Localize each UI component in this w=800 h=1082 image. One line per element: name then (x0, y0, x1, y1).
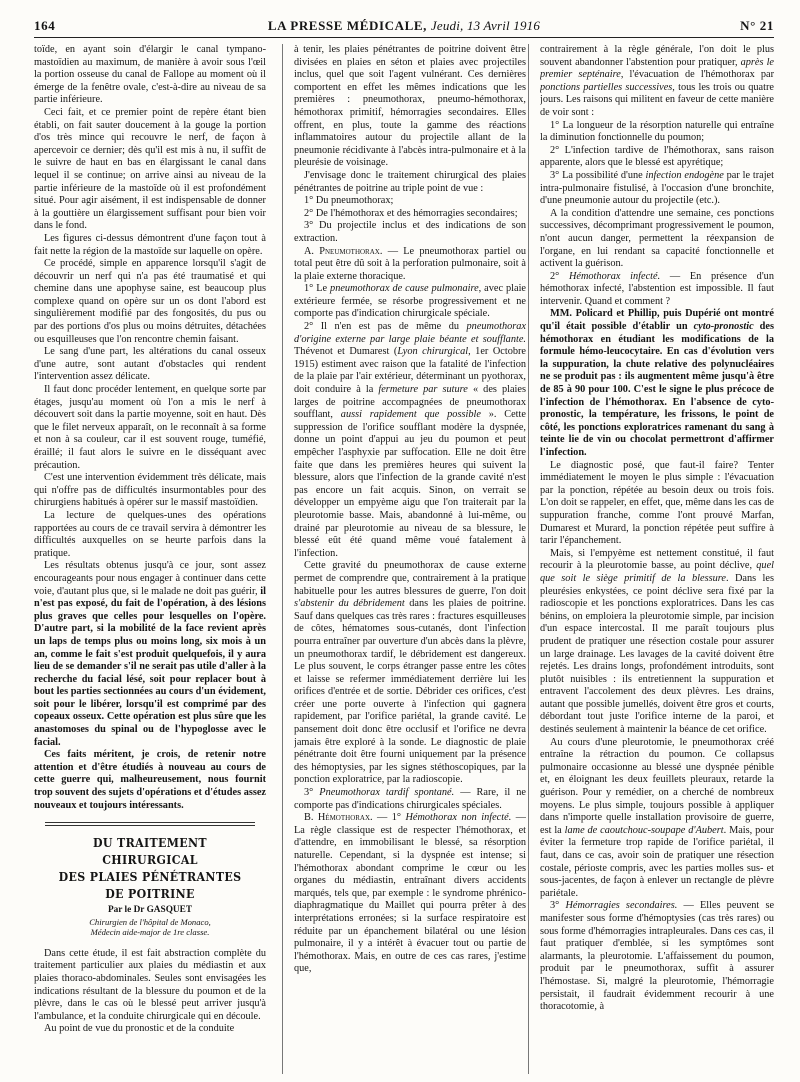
paragraph: Ce procédé, simple en apparence lorsqu'il s'agit de découvrir un nerf qui n'a pas été traumatisé et qui chemine dans une apophyse saine, est beaucoup plus complexe quand on opère sur un os dont l'abord est singulièrement modifié par des fongosités, du pus ou par des portions d'os plus ou moins détruites, détachées ou esquilleuses que l'on rencontre chemin faisant. (34, 258, 266, 345)
paragraph (540, 900, 774, 1013)
paragraph (540, 548, 774, 737)
text-run: 2° Il n'en est pas de même du (304, 321, 467, 333)
column-divider (282, 44, 283, 1074)
text-run: — Le pneumothorax partiel ou total peut être dû soit à la perforation pulmonaire, soit à la plaie externe thoracique. (294, 245, 526, 282)
paragraph: Au point de vue du pronostic et de la conduite (44, 1023, 235, 1035)
paragraph (540, 44, 774, 120)
italic-text: Hémothorax infecté. (568, 270, 661, 282)
page-number: 164 (34, 18, 56, 33)
section-paragraph (294, 246, 526, 284)
italic-text: infection endogène (645, 169, 724, 181)
list-item: 2° De l'hémothorax et des hémorragies secondaires; (304, 207, 518, 219)
issue-number: N° 21 (740, 18, 774, 33)
list-item: 3° Du projectile inclus et des indications de son extraction. (294, 220, 526, 244)
page-header (34, 18, 774, 36)
text-run: , tous les trois ou quatre jours. Les raisons qui militent en faveur de cette manière de voir sont : (540, 81, 774, 118)
italic-text: Pneumothorax tardif spontané. (319, 787, 455, 799)
paragraph: Le sang d'une part, les altérations du canal osseux d'une autre, sont autant d'obstacles qui rendent l'intervention assez délicate. (34, 346, 266, 383)
text-run: Au cours d'une pleurotomie, le pneumothorax créé entraîne la rétraction du poumon. Ce collapsus pulmonaire occasionne au blessé une dyspnée pénible et, en éloignant les deux feuillets pleuraux, retarde la guérison. Pour y remédier, on a cherché de nombreux moyens. Le plus simple, toujours possible à appliquer dans n'importe quelle installation provisoire de guerre, est la (540, 736, 774, 836)
italic-text: lame de caoutchouc-soupape d'Aubert (564, 824, 724, 836)
text-run: — En présence d'un hémothorax infecté, l'abstention est impossible. Il faut intervenir. Quand et comment ? (540, 270, 774, 307)
list-item (540, 170, 774, 208)
text-run: — 1° (372, 812, 406, 824)
column-1 (34, 44, 266, 1074)
section-paragraph (294, 812, 526, 976)
paragraph: Dans cette étude, il est fait abstraction complète du traitement particulier aux plaies du médiastin et aux plaies thoraco-abdominales. Seules sont envisagées les indications résultant de la blessure du poumon et de la plèvre, dans le cas où le blessé peut arriver jusqu'à l'ambulance, et la conduite chirurgicale qui en découle. (34, 947, 266, 1022)
text-run: dans les plaies de poitrine. Sauf dans quelques cas très rares : fractures esquilleuses de côtes, hématomes sous-cutanés, dont l'infection pourra entraîner par ouverture d'un abcès dans la plèvre, un pneumothorax tardif, le débridement est dangereux. Le plus souvent, le corps étranger passe entre les côtes et laisse se refermer immédiatement derrière lui les orifices d'entrée et de sortie. Débrider ces orifices, c'est créer une porte ouverte à l'infection qui gagnera rapidement, par l'orifice pariétal, la grande cavité. Le pansement doit donc être occlusif et l'orifice ne devra jamais être exploré à la sonde. Le diagnostic de plaie pénétrante doit être fourni uniquement par la présence des hémoptysies, par les signes stéthoscopiques, par la ponction exploratrice, par la radioscopie. (294, 598, 526, 786)
text-run: , l'évacuation de l'hémothorax par (620, 69, 774, 81)
spacer (34, 938, 266, 948)
italic-text: cyto-pronostic (693, 321, 754, 333)
italic-text: Lyon chirurgical (397, 346, 469, 358)
issue-date: Jeudi, 13 Avril 1916 (430, 18, 541, 33)
paragraph (294, 321, 526, 560)
paragraph (540, 737, 774, 901)
italic-text: s'abstenir du débridement (294, 598, 405, 610)
article-title-line-1: DU TRAITEMENT CHIRURGICAL (93, 835, 207, 868)
text-run: ». Cette suppression de l'orifice soufflant modère la dyspnée, donne un point d'appui au jeu du poumon et peut empêcher l'asphyxie par suffocation. Elle ne doit être faite que dans les premières heures qui suivent la blessure, alors que l'infection de la grande cavité n'est pas encore un fait acquis. Sinon, on verrait se développer un empyème aigu que l'on traiterait par la pleurotomie basse. Mais, abandonné à lui-même, ou drainé par pleurotomie au niveau de sa blessure, le blessé eût été quand même voué fatalement à l'infection. (294, 409, 526, 559)
paragraph: A la condition d'attendre une semaine, ces ponctions successives, décomprimant progressivement le poumon, n'ont aucun danger, permettent la réexpansion de l'organe, en lui rendant sa capacité fonctionnelle et activent la guérison. (540, 207, 774, 270)
text-run: Cette gravité du pneumothorax de cause externe permet de comprendre que, contrairement à la pratique habituelle pour les autres blessures de guerre, l'on doit (294, 560, 526, 597)
paragraph (34, 560, 266, 749)
text-run: 3° (304, 787, 320, 799)
italic-text: quel que soit le siège primitif de la blessure (540, 560, 774, 584)
article-affiliation: Chirurgien de l'hôpital de Monaco, (89, 916, 211, 927)
text-run: — La règle classique est de respecter l'hémothorax, et d'attendre, en immobilisant le blessé, sa résorption naturelle. Cependant, si la dyspnée est intense; si l'hémothorax abondant comprime le cœur ou les organes du médiastin, entraînant divers accidents marqués, tels que, par exemple : le syndrome phrénico-diaphragmatique du Maillet qui pourra prêter à des interprétations erronées; si la surface respiratoire est réduite par un épanchement bilatéral ou une lésion pulmonaire, il y a intérêt à évacuer tout ou partie de l'hémothorax. Mais, en outre de ces cas rares, j'estime que, (294, 812, 526, 975)
journal-name: LA PRESSE MÉDICALE, (267, 18, 428, 33)
article-author: Par le Dr GASQUET (107, 905, 193, 916)
paragraph: La lecture de quelques-unes des opérations rapportées au cours de ce travail servira à démontrer les difficultés auxquelles on se heurte parfois dans la pratique. (34, 509, 266, 559)
text-run: , 1er Octobre 1915) estiment avec raison que la fatalité de l'infection de la plaie par l'air extérieur, déterminant un pyothorax, doit conduire à la (294, 346, 526, 396)
italic-text: aussi rapidement que possible (340, 409, 481, 421)
italic-text: après le premier septénaire (540, 56, 774, 81)
text-run: — Elles peuvent se manifester sous forme d'hémoptysies (cas très rares) ou sous forme d'hémorragies intrapleurales. Dans ces cas, il faut pratiquer d'emblée, si les symptômes sont alarmants, la pleurotomie. L'affaissement du poumon, produit par le pneumothorax, suffit à assurer l'hémostase. Si, malgré la pleurotomie, l'hémorragie persistait, il faudrait évidemment recourir à une thoracotomie, à (540, 900, 774, 1013)
text-run: contrairement à la règle générale, l'on doit le plus souvent abandonner l'abstention pour pratiquer, (540, 44, 774, 68)
text-run: 1° Le (304, 283, 331, 295)
column-3 (540, 44, 774, 1074)
paragraph: Il faut donc procéder lentement, en quelque sorte par étages, jusqu'au moment où l'on a mis le nerf à découvert soit dans la partie moyenne, soit en haut. Dès que le filet nerveux apparaît, on le reconnaît à sa forme et non à sa couleur, car il est souvent rouge, tuméfié, éraillé; il faut alors le suivre en le disséquant avec précaution. (34, 384, 266, 471)
italic-text: pneumothorax d'origine externe par large plaie béante et soufflante. (294, 321, 526, 345)
italic-text: Hémorragies secondaires. (565, 900, 678, 912)
paragraph-bold (540, 308, 774, 459)
header-rule (34, 37, 774, 38)
text-run: des hémothorax en étudiant les modifications de la formule hémo-leucocytaire. En cas d'évolution vers la suppuration, la chute relative des polynucléaires ne se produit pas : ils augmentent même jusqu'à être de 85 à 90 pour 100. C'est le signe le plus précoce de l'infection de l'hémothorax. En l'absence de cyto-pronostic, la température, les frissons, le point de côté, les ponctions exploratrices ramenant du sang à teinte lie de vin ou chocolat permettront d'affirmer l'infection. (540, 321, 774, 458)
text-run: par le trajet intra-pulmonaire fistulisé, à l'occasion d'une bronchite, d'une pneumonie autour du projectile (etc.). (540, 169, 774, 207)
paragraph: Le diagnostic posé, que faut-il faire? Tenter immédiatement le moyen le plus simple : l'évacuation par la ponction, répétée au besoin deux ou trois fois. L'on doit se rappeler, en effet, que, même dans les cas de suppuration franche, comme l'ont prouvé Marfan, Dumarest et Murard, la ponction répétée peut suffire à tarir l'épanchement. (540, 459, 774, 547)
text-run: « des plaies larges de poitrine accompagnées de pneumothorax soufflant, (294, 384, 526, 421)
section-heading: A. Pneumothorax. (304, 245, 383, 257)
text-run: Les résultats obtenus jusqu'à ce jour, sont assez encourageants pour nous engager à continuer dans cette voie, d'autant plus que, si le malade ne doit pas guérir, (34, 560, 266, 597)
list-item: 1° Du pneumothorax; (304, 195, 394, 207)
text-run: Mais, si l'empyème est nettement constitué, il faut recourir à la pleurotomie basse, au point déclive, (540, 547, 774, 572)
section-heading: B. Hémothorax. (304, 812, 373, 824)
column-2 (294, 44, 526, 1074)
paragraph: J'envisage donc le traitement chirurgical des plaies pénétrantes de poitrine au triple point de vue : (294, 169, 526, 194)
paragraph: Ceci fait, et ce premier point de repère étant bien établi, on fait sauter doucement à la gouge la portion d'os très mince qui recouvre le nerf, de façon à apercevoir ce dernier; dès qu'il est mis à nu, il suffit de le suivre de haut en bas en élargissant le canal dans lequel il se continue; on arrive ainsi au niveau de la partie inférieure de la mastoïde où il est profondément situé. Pour agir aisément, il est indispensable de donner à la gouttière un élargissement suffisant pour bien voir dans le fond. (34, 106, 266, 232)
paragraph: C'est une intervention évidemment très délicate, mais qui n'offre pas de difficultés insurmontables pour des chirurgiens habitués à opérer sur le massif mastoïdien. (34, 472, 266, 509)
bold-text: il n'est pas exposé, du fait de l'opération, à des lésions plus graves que celles pour lesquelles on l'opère. D'autre part, si la mobilité de la face revient après un laps de temps plus ou moins long, six mois à un an, comme le fait s'est produit quelquefois, il y aura lieu de se demander s'il ne serait pas utile d'aller à la recherche du facial lésé, soit pour replacer bout à bout les parties sectionnées au cours d'un évidement, soit pour le libérer, lorsqu'il est comprimé par des copeaux osseux. Cette opération est plus sûre que les anastomoses du spinal ou de l'hypoglosse avec le facial. (34, 585, 266, 748)
text-run: MM. Policard et Phillip, puis Dupérié ont montré qu'il était possible d'établir un (540, 308, 774, 333)
paragraph (294, 560, 526, 787)
paragraph: à tenir, les plaies pénétrantes de poitrine doivent être divisées en plaies en séton et plaies avec projectiles inclus, quel que soit l'agent vulnérant. Ces dernières comportent en effet les mêmes indications que les premières : pneumothorax, pneumo-hémothorax, hémothorax primitif, hémorragies secondaires. Elles offrent, en plus, toute la gamme des réactions inflammatoires autour du projectile allant de la pneumonie récidivante à l'abcès intra-pulmonaire et à la pleurésie de voisinage. (294, 44, 526, 169)
paragraph: toïde, en ayant soin d'élargir le canal tympano-mastoïdien au maximum, de manière à avoir sous l'œil la portion osseuse du canal de Fallope au moment où il émerge de la fenêtre ovale, c'est-à-dire au niveau de sa partie inférieure. (34, 44, 266, 106)
list-item: 1° La longueur de la résorption naturelle qui entraîne la diminution fonctionnelle du poumon; (540, 119, 774, 144)
article-affiliation: Médecin aide-major de 1re classe. (90, 927, 210, 938)
text-run: . Dans les pleurésies enkystées, ce point déclive sera fixé par la radioscopie et les ponctions exploratrices. Dans les cas bénins, on emploiera la pleurotomie simple, par incision d'un espace intercostal. Il me paraît toujours plus prudent de pratiquer une résection costale pour assurer un large drainage. Les lavages de la cavité doivent être rejetés. Les drains longs, profondément introduits, sont plutôt nuisibles : ils entretiennent la suppuration et entravent l'accolement des deux plèvres. Les drains, autant que possible jumellés, doivent être gros et courts, débordant tout juste l'orifice interne de la paroi, et destinés seulement à maintenir la béance de cet orifice. (540, 572, 774, 736)
text-run: 3° (550, 900, 566, 912)
list-item: 2° L'infection tardive de l'hémothorax, sans raison apparente, alors que le blessé est apyrétique; (540, 144, 774, 169)
article-separator (45, 822, 255, 826)
text-run: . Mais, pour éviter la fermeture trop rapide de l'orifice pariétal, il faut, dans ce cas, avoir soin de pratiquer une résection costale, périoste compris, avec les parties molles sus- et sous-jacentes, de façon à enlever un rectangle de plèvre pariétale. (540, 824, 774, 899)
italic-text: pneumothorax de cause pulmonaire (330, 283, 479, 295)
column-divider (528, 44, 529, 1074)
journal-title (34, 18, 774, 34)
paragraph (540, 271, 774, 309)
italic-text: fermeture par suture (378, 384, 468, 396)
italic-text: Hémothorax non infecté. (405, 812, 512, 824)
text-run: 3° La possibilité d'une (550, 169, 646, 181)
paragraph: Les figures ci-dessus démontrent d'une façon tout à fait nette la région de la mastoïde sur laquelle on opère. (34, 232, 266, 257)
text-run: 2° (550, 270, 569, 282)
article-title-line-2: DES PLAIES PÉNÉTRANTES DE POITRINE (58, 869, 242, 902)
italic-text: ponctions partielles successives (540, 81, 673, 93)
paragraph (294, 787, 526, 812)
text-run: , avec plaie extérieure fermée, se résorbe progressivement et ne comporte pas d'indication chirurgicale spéciale. (294, 283, 526, 320)
paragraph (294, 283, 526, 321)
paragraph-bold: Ces faits méritent, je crois, de retenir notre attention et d'être étudiés à nouveau au cours de cette guerre qui, malheureusement, nous fournit trop souvent des sujets d'opérations et d'études assez nouveaux et toujours intéressants. (34, 749, 266, 811)
text-run: Thévenot et Dumarest ( (294, 346, 398, 358)
text-run: — Rare, il ne comporte pas d'indications chirurgicales spéciales. (294, 787, 526, 811)
